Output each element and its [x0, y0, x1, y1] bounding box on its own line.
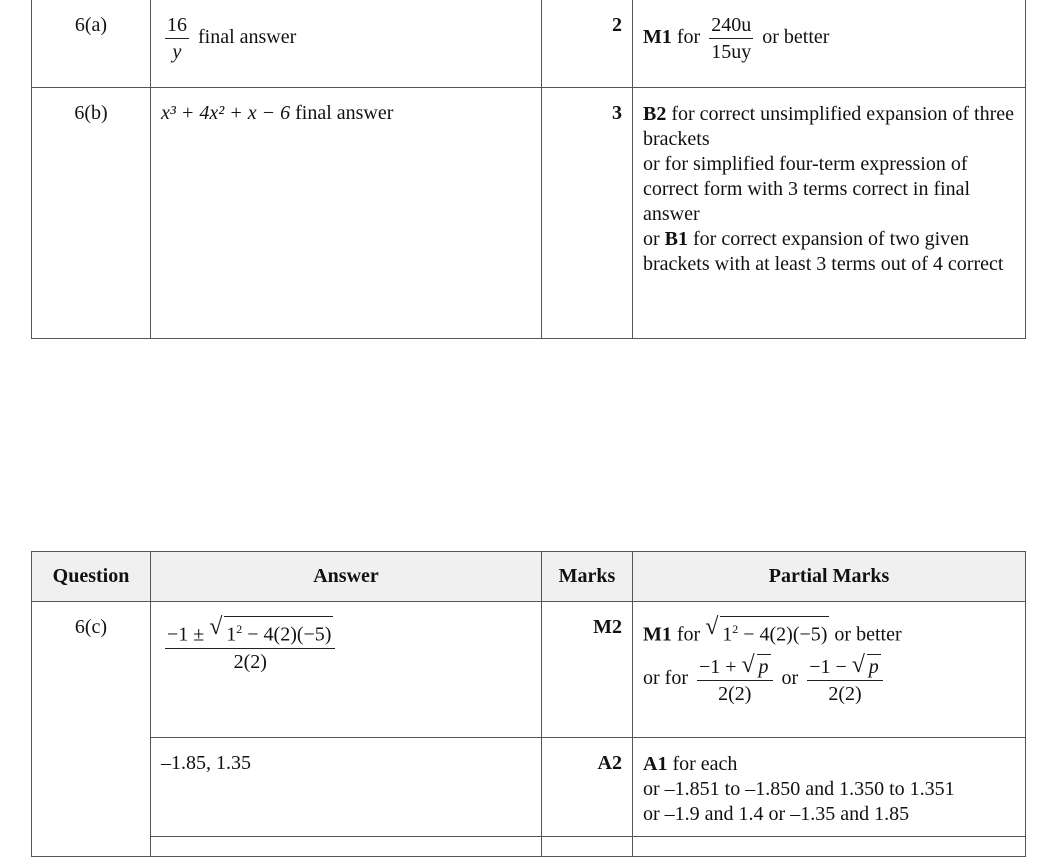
- pm-fraction: [697, 651, 773, 705]
- table-row: [32, 738, 1026, 837]
- partial-marks-cell: [633, 0, 1026, 88]
- marks-cell: [542, 738, 633, 837]
- sqrt-symbol: √ p: [741, 651, 769, 678]
- table-header-row: [32, 552, 1026, 602]
- pm-fraction: [807, 651, 883, 705]
- pm-text: for correct unsimplified expansion of three brackets: [643, 103, 1014, 150]
- question-label: 6(c): [74, 616, 108, 638]
- mark-code: B1: [664, 228, 689, 250]
- fraction-numerator: −1 − √ p: [807, 654, 883, 681]
- sqrt-symbol: √ $1^2 - 4(2)(-5)$: [705, 614, 828, 646]
- sqrt-symbol: √ $1^2 - 4(2)(-5)$: [209, 614, 332, 646]
- mark-scheme-table-top: [31, 0, 1026, 339]
- partial-marks-cell: [633, 837, 1026, 857]
- pm-orfor: or for: [643, 666, 688, 689]
- answer-expression: x³ + 4x² + x − 6: [161, 102, 291, 124]
- mark-code: A1: [643, 753, 668, 775]
- pm-line: [643, 616, 1017, 648]
- marks-cell: [542, 602, 633, 738]
- header-question: Question: [32, 552, 151, 602]
- fraction-numerator: 16: [165, 14, 189, 39]
- table-row: [32, 602, 1026, 738]
- question-label: 6(a): [74, 14, 108, 36]
- table-row: [32, 837, 1026, 857]
- answer-cell: [151, 88, 542, 339]
- marks-value: 3: [612, 102, 622, 124]
- pm-line: [643, 227, 1017, 277]
- marks-cell: [542, 0, 633, 88]
- fraction-denominator: 2(2): [233, 650, 267, 673]
- partial-marks-cell: [633, 602, 1026, 738]
- marks-value: 2: [612, 14, 622, 36]
- partial-marks-cell: [633, 88, 1026, 339]
- answer-cell: [151, 837, 542, 857]
- marks-value: A2: [597, 752, 622, 774]
- pm-line: [643, 102, 1017, 152]
- pm-or: or: [781, 666, 799, 689]
- answer-value: –1.85, 1.35: [161, 752, 251, 774]
- pm-for: for: [676, 26, 701, 49]
- pm-suffix: or better: [762, 26, 830, 49]
- pm-line: or for simplified four-term expression of correct form with 3 terms correct in final answer: [643, 153, 971, 225]
- pm-text: for correct expansion of two given brackets with at least 3 terms out of 4 correct: [643, 228, 1004, 275]
- answer-cell: [151, 602, 542, 738]
- fraction-numerator: −1 + √ p: [697, 654, 773, 681]
- pm-line: [643, 752, 1017, 777]
- header-marks: Marks: [542, 552, 633, 602]
- mark-scheme-table-bottom: [31, 551, 1026, 857]
- fraction-denominator: 2(2): [828, 682, 862, 705]
- table-row: [32, 0, 1026, 88]
- pm-line: [643, 651, 1017, 705]
- answer-fraction: [165, 616, 335, 673]
- marks-value: M2: [593, 616, 622, 638]
- header-answer: Answer: [151, 552, 542, 602]
- fraction-denominator: y: [172, 41, 182, 63]
- table-row: [32, 88, 1026, 339]
- question-cell: [32, 602, 151, 857]
- mark-code: M1: [643, 26, 672, 49]
- pm-line: or –1.9 and 1.4 or –1.35 and 1.85: [643, 803, 910, 825]
- fraction-denominator: 2(2): [718, 682, 752, 705]
- fraction-numerator: −1 ± √ $1^2 - 4(2)(-5)$: [165, 616, 335, 649]
- answer-fraction: [165, 14, 189, 63]
- pm-fraction: [709, 14, 753, 63]
- partial-marks-cell: [633, 738, 1026, 837]
- fraction-numerator: 240u: [709, 14, 753, 39]
- mark-code: B2: [643, 103, 667, 125]
- answer-suffix: final answer: [295, 102, 394, 124]
- pm-for: for: [676, 623, 701, 646]
- question-cell: [32, 88, 151, 339]
- pm-suffix: or better: [834, 623, 902, 646]
- question-cell: [32, 0, 151, 88]
- answer-cell: [151, 738, 542, 837]
- pm-text: for each: [672, 753, 738, 775]
- marks-cell: [542, 88, 633, 339]
- marks-cell: [542, 837, 633, 857]
- pm-line: or –1.851 to –1.850 and 1.350 to 1.351: [643, 778, 955, 800]
- answer-suffix: final answer: [198, 26, 297, 49]
- pm-or: or: [643, 228, 660, 250]
- question-label: 6(b): [74, 102, 108, 124]
- mark-code: M1: [643, 623, 672, 646]
- answer-cell: [151, 0, 542, 88]
- header-partial-marks: Partial Marks: [633, 552, 1026, 602]
- fraction-denominator: 15uy: [711, 41, 752, 63]
- sqrt-symbol: √ p: [851, 651, 879, 678]
